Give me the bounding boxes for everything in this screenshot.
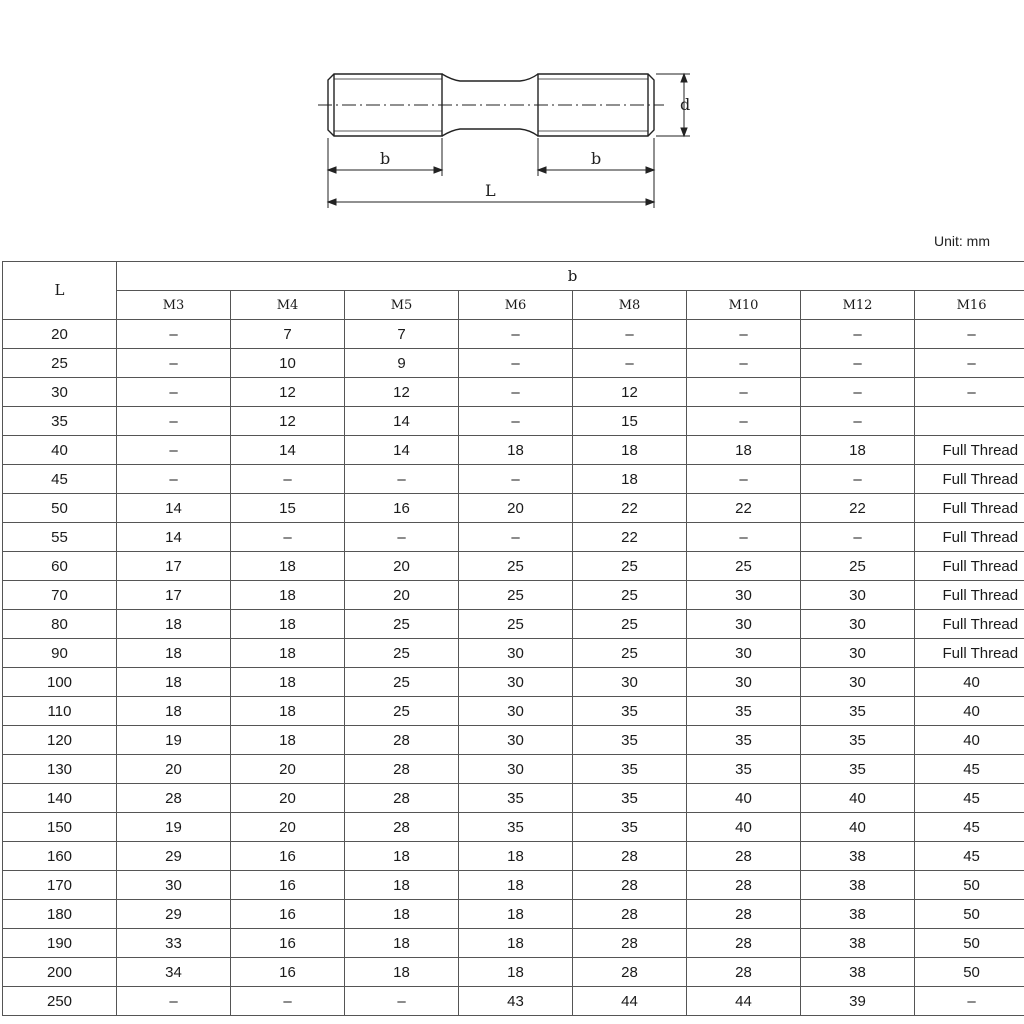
table-cell: 18: [231, 581, 345, 610]
table-cell: Full Thread: [915, 436, 1024, 465]
table-cell: 28: [687, 958, 801, 987]
table-cell: 14: [117, 523, 231, 552]
table-cell: –: [231, 987, 345, 1016]
b-left-label: b: [380, 149, 391, 168]
table-cell: 12: [573, 378, 687, 407]
table-cell: 45: [915, 842, 1024, 871]
table-cell: 28: [573, 871, 687, 900]
table-cell: –: [801, 523, 915, 552]
table-cell: –: [117, 378, 231, 407]
length-cell: 100: [3, 668, 117, 697]
table-cell: 30: [687, 668, 801, 697]
table-row: [3, 610, 1024, 639]
table-cell: 35: [459, 784, 573, 813]
table-cell: 35: [573, 726, 687, 755]
table-cell: 29: [117, 900, 231, 929]
length-cell: 20: [3, 320, 117, 349]
table-cell: 28: [687, 929, 801, 958]
table-cell: 44: [687, 987, 801, 1016]
table-cell: –: [459, 465, 573, 494]
table-cell: 25: [573, 639, 687, 668]
table-cell: 28: [687, 871, 801, 900]
table-cell: 35: [687, 726, 801, 755]
table-cell: [915, 407, 1024, 436]
length-cell: 60: [3, 552, 117, 581]
table-cell: 18: [231, 668, 345, 697]
length-cell: 130: [3, 755, 117, 784]
table-cell: 44: [573, 987, 687, 1016]
table-cell: 18: [459, 871, 573, 900]
table-cell: –: [915, 987, 1024, 1016]
table-cell: –: [117, 407, 231, 436]
table-cell: 30: [801, 639, 915, 668]
table-cell: 14: [345, 436, 459, 465]
length-cell: 80: [3, 610, 117, 639]
table-cell: 35: [801, 726, 915, 755]
table-cell: 25: [345, 610, 459, 639]
table-cell: 17: [117, 581, 231, 610]
table-cell: 30: [573, 668, 687, 697]
length-cell: 40: [3, 436, 117, 465]
table-cell: 12: [345, 378, 459, 407]
table-cell: 30: [117, 871, 231, 900]
table-cell: 30: [687, 581, 801, 610]
table-cell: 40: [687, 784, 801, 813]
table-cell: 18: [231, 639, 345, 668]
d-label: d: [680, 95, 691, 114]
table-cell: –: [117, 465, 231, 494]
table-cell: –: [801, 465, 915, 494]
table-cell: –: [345, 523, 459, 552]
table-cell: 28: [345, 813, 459, 842]
table-cell: 14: [231, 436, 345, 465]
table-row: [3, 523, 1024, 552]
table-cell: 28: [573, 929, 687, 958]
table-cell: 25: [345, 697, 459, 726]
table-cell: 30: [687, 639, 801, 668]
length-cell: 160: [3, 842, 117, 871]
column-header-m12: M12: [801, 291, 915, 320]
table-cell: 19: [117, 726, 231, 755]
table-row: [3, 900, 1024, 929]
table-cell: –: [801, 349, 915, 378]
table-cell: 16: [231, 871, 345, 900]
table-cell: Full Thread: [915, 581, 1024, 610]
table-cell: –: [117, 349, 231, 378]
length-cell: 50: [3, 494, 117, 523]
table-cell: 30: [687, 610, 801, 639]
table-cell: 18: [117, 639, 231, 668]
table-cell: 28: [117, 784, 231, 813]
table-row: [3, 349, 1024, 378]
table-cell: 30: [459, 726, 573, 755]
table-cell: –: [687, 349, 801, 378]
table-row: [3, 958, 1024, 987]
table-cell: –: [117, 436, 231, 465]
table-cell: –: [915, 378, 1024, 407]
table-cell: 20: [231, 813, 345, 842]
table-cell: 18: [459, 958, 573, 987]
table-cell: 15: [231, 494, 345, 523]
table-cell: 14: [345, 407, 459, 436]
table-cell: –: [117, 987, 231, 1016]
length-cell: 25: [3, 349, 117, 378]
table-cell: –: [573, 349, 687, 378]
l-label: L: [485, 181, 496, 200]
table-cell: –: [801, 407, 915, 436]
table-cell: 45: [915, 755, 1024, 784]
table-cell: 18: [231, 552, 345, 581]
table-cell: 28: [345, 755, 459, 784]
table-cell: 30: [801, 581, 915, 610]
column-header-m5: M5: [345, 291, 459, 320]
table-cell: Full Thread: [915, 523, 1024, 552]
table-cell: 25: [345, 639, 459, 668]
table-cell: –: [915, 320, 1024, 349]
table-cell: 30: [801, 668, 915, 697]
length-cell: 180: [3, 900, 117, 929]
table-cell: 18: [345, 929, 459, 958]
table-cell: 39: [801, 987, 915, 1016]
table-row: [3, 726, 1024, 755]
table-cell: 28: [687, 900, 801, 929]
table-cell: –: [687, 378, 801, 407]
length-cell: 70: [3, 581, 117, 610]
table-cell: –: [687, 320, 801, 349]
table-cell: –: [687, 407, 801, 436]
table-cell: –: [345, 987, 459, 1016]
table-cell: 7: [231, 320, 345, 349]
table-cell: 12: [231, 407, 345, 436]
table-cell: 30: [459, 697, 573, 726]
table-cell: 50: [915, 871, 1024, 900]
table-cell: 10: [231, 349, 345, 378]
table-cell: 35: [801, 697, 915, 726]
table-cell: 18: [459, 842, 573, 871]
table-body: [3, 320, 1024, 1016]
table-cell: 35: [573, 755, 687, 784]
table-cell: 35: [573, 697, 687, 726]
column-header-m8: M8: [573, 291, 687, 320]
table-cell: 30: [459, 668, 573, 697]
table-cell: 18: [117, 697, 231, 726]
table-cell: 38: [801, 900, 915, 929]
table-cell: 16: [231, 842, 345, 871]
table-cell: 18: [459, 436, 573, 465]
table-cell: 20: [117, 755, 231, 784]
table-cell: 22: [801, 494, 915, 523]
table-cell: 9: [345, 349, 459, 378]
table-cell: 50: [915, 958, 1024, 987]
table-cell: 35: [573, 784, 687, 813]
table-cell: 22: [687, 494, 801, 523]
table-cell: 28: [345, 784, 459, 813]
table-cell: –: [459, 320, 573, 349]
table-cell: 18: [345, 900, 459, 929]
table-cell: 22: [573, 494, 687, 523]
table-row: [3, 697, 1024, 726]
table-cell: 50: [915, 929, 1024, 958]
table-cell: 25: [573, 581, 687, 610]
table-cell: Full Thread: [915, 639, 1024, 668]
table-cell: 40: [801, 784, 915, 813]
table-cell: 20: [231, 784, 345, 813]
table-cell: 40: [687, 813, 801, 842]
table-cell: 38: [801, 958, 915, 987]
table-cell: 18: [459, 900, 573, 929]
table-cell: 18: [231, 610, 345, 639]
table-cell: 40: [915, 726, 1024, 755]
table-cell: 16: [231, 900, 345, 929]
table-cell: 18: [345, 871, 459, 900]
table-cell: 34: [117, 958, 231, 987]
table-row: [3, 378, 1024, 407]
table-cell: 28: [573, 842, 687, 871]
length-cell: 110: [3, 697, 117, 726]
table-cell: 35: [687, 755, 801, 784]
length-cell: 45: [3, 465, 117, 494]
table-row: [3, 784, 1024, 813]
length-cell: 90: [3, 639, 117, 668]
length-cell: 55: [3, 523, 117, 552]
table-cell: 28: [573, 900, 687, 929]
table-cell: 35: [459, 813, 573, 842]
table-cell: 40: [915, 697, 1024, 726]
length-cell: 150: [3, 813, 117, 842]
table-row: [3, 639, 1024, 668]
column-header-m3: M3: [117, 291, 231, 320]
table-cell: 33: [117, 929, 231, 958]
table-cell: 20: [345, 552, 459, 581]
length-cell: 250: [3, 987, 117, 1016]
table-cell: 18: [573, 436, 687, 465]
table-row: [3, 552, 1024, 581]
table-cell: 30: [459, 755, 573, 784]
table-cell: 18: [459, 929, 573, 958]
table-cell: 38: [801, 871, 915, 900]
table-cell: 20: [231, 755, 345, 784]
unit-label: Unit: mm: [934, 233, 990, 249]
table-cell: 28: [345, 726, 459, 755]
table-row: [3, 465, 1024, 494]
size-header-row: [3, 291, 1024, 320]
table-cell: Full Thread: [915, 465, 1024, 494]
table-cell: 20: [459, 494, 573, 523]
stud-length-table: [2, 261, 1024, 1016]
table-cell: 16: [231, 929, 345, 958]
table-cell: 45: [915, 784, 1024, 813]
table-cell: 18: [573, 465, 687, 494]
table-row: [3, 407, 1024, 436]
table-cell: 38: [801, 842, 915, 871]
table-cell: 25: [687, 552, 801, 581]
table-cell: –: [801, 378, 915, 407]
table-cell: –: [915, 349, 1024, 378]
table-cell: –: [801, 320, 915, 349]
table-cell: 25: [459, 581, 573, 610]
table-cell: 25: [345, 668, 459, 697]
table-cell: –: [459, 407, 573, 436]
table-cell: 29: [117, 842, 231, 871]
table-row: [3, 987, 1024, 1016]
table-row: [3, 813, 1024, 842]
b-right-label: b: [591, 149, 602, 168]
table-cell: 18: [345, 958, 459, 987]
table-cell: 17: [117, 552, 231, 581]
b-group-header: b: [117, 262, 1024, 291]
table-cell: 25: [801, 552, 915, 581]
table-cell: 18: [117, 668, 231, 697]
table-cell: –: [459, 349, 573, 378]
table-cell: 7: [345, 320, 459, 349]
table-cell: 22: [573, 523, 687, 552]
length-cell: 120: [3, 726, 117, 755]
table-cell: 20: [345, 581, 459, 610]
table-cell: 19: [117, 813, 231, 842]
table-row: [3, 668, 1024, 697]
table-cell: 40: [915, 668, 1024, 697]
table-cell: 12: [231, 378, 345, 407]
table-cell: –: [231, 523, 345, 552]
table-cell: 30: [801, 610, 915, 639]
table-cell: Full Thread: [915, 610, 1024, 639]
table-cell: Full Thread: [915, 552, 1024, 581]
table-cell: 43: [459, 987, 573, 1016]
table-cell: 18: [345, 842, 459, 871]
table-row: [3, 929, 1024, 958]
table-cell: –: [687, 465, 801, 494]
table-cell: 18: [801, 436, 915, 465]
table-cell: Full Thread: [915, 494, 1024, 523]
table-cell: 38: [801, 929, 915, 958]
length-cell: 200: [3, 958, 117, 987]
table-cell: 16: [231, 958, 345, 987]
table-row: [3, 871, 1024, 900]
l-column-header: L: [3, 262, 117, 320]
table-cell: 45: [915, 813, 1024, 842]
length-cell: 140: [3, 784, 117, 813]
table-cell: 14: [117, 494, 231, 523]
table-row: [3, 755, 1024, 784]
table-cell: –: [573, 320, 687, 349]
table-cell: –: [459, 378, 573, 407]
stud-bolt-diagram: [0, 0, 1024, 232]
table-cell: 35: [801, 755, 915, 784]
table-cell: 25: [573, 552, 687, 581]
table-row: [3, 494, 1024, 523]
table-cell: 35: [573, 813, 687, 842]
length-cell: 35: [3, 407, 117, 436]
table-cell: 18: [687, 436, 801, 465]
table-row: [3, 436, 1024, 465]
length-cell: 170: [3, 871, 117, 900]
table-cell: 25: [459, 552, 573, 581]
column-header-m10: M10: [687, 291, 801, 320]
table-cell: 28: [573, 958, 687, 987]
table-cell: 50: [915, 900, 1024, 929]
column-header-m4: M4: [231, 291, 345, 320]
table-row: [3, 320, 1024, 349]
table-cell: 16: [345, 494, 459, 523]
table-cell: –: [687, 523, 801, 552]
table-cell: 35: [687, 697, 801, 726]
table-cell: 15: [573, 407, 687, 436]
table-cell: –: [117, 320, 231, 349]
table-row: [3, 842, 1024, 871]
table-cell: 18: [231, 726, 345, 755]
length-cell: 30: [3, 378, 117, 407]
column-header-m16: M16: [915, 291, 1024, 320]
table-cell: 40: [801, 813, 915, 842]
table-cell: –: [459, 523, 573, 552]
column-header-m6: M6: [459, 291, 573, 320]
table-row: [3, 581, 1024, 610]
table-cell: 18: [231, 697, 345, 726]
table-cell: 18: [117, 610, 231, 639]
table-cell: 30: [459, 639, 573, 668]
table-cell: 25: [459, 610, 573, 639]
length-cell: 190: [3, 929, 117, 958]
table-cell: 25: [573, 610, 687, 639]
table-cell: –: [345, 465, 459, 494]
table-cell: –: [231, 465, 345, 494]
table-cell: 28: [687, 842, 801, 871]
